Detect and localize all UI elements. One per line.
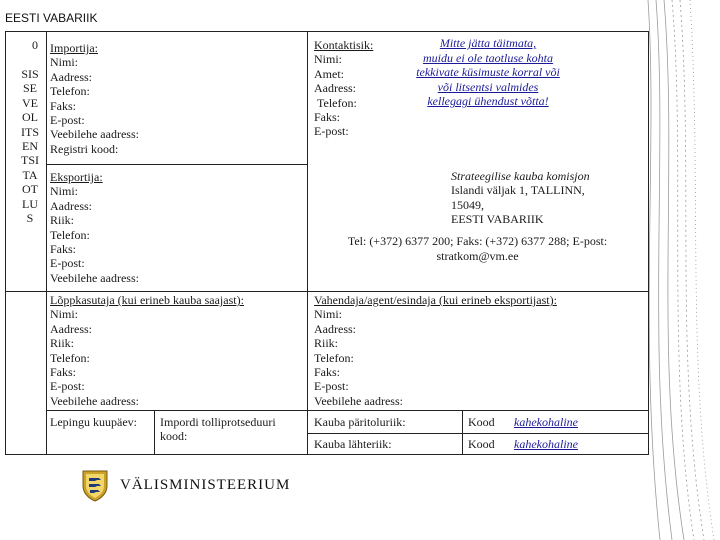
intermediary-heading: Vahendaja/agent/esindaja (kui erineb eksportijast):	[314, 293, 557, 307]
importer-email-field[interactable]: E-post:	[50, 112, 85, 127]
exporter-fax-field[interactable]: Faks:	[50, 241, 77, 256]
divider-row-3	[46, 410, 649, 411]
coat-of-arms-icon	[80, 468, 110, 502]
importer-heading: Importija:	[50, 41, 98, 55]
end-user-address-field[interactable]: Aadress:	[50, 321, 92, 336]
warning-note: Mitte jätta täitmata, muidu ei ole taotluse kohta tekkivate küsimuste korral või või litsentsi valmides kellegagi ühendust võtta!	[416, 36, 560, 109]
importer-phone-field[interactable]: Telefon:	[50, 84, 90, 99]
target-country-hint[interactable]: kahekohaline	[514, 437, 578, 451]
divider-contract	[154, 410, 155, 455]
vertical-title: SIS SE VE OL ITS EN TSI TA OT LU S	[21, 67, 39, 226]
intermediary-website-field[interactable]: Veebilehe aadress:	[314, 393, 403, 408]
importer-regcode-field[interactable]: Registri kood:	[50, 141, 119, 156]
importer-website-field[interactable]: Veebilehe aadress:	[50, 127, 139, 142]
divider-left-column	[46, 31, 47, 291]
exporter-website-field[interactable]: Veebilehe aadress:	[50, 270, 139, 285]
commission-contacts: Tel: (+372) 6377 200; Faks: (+372) 6377 288; E-post: stratkom@vm.ee	[347, 234, 608, 263]
end-user-name-field[interactable]: Nimi:	[50, 307, 79, 322]
intermediary-email-field[interactable]: E-post:	[314, 379, 349, 394]
divider-row-2	[5, 291, 649, 292]
origin-country-hint[interactable]: kahekohaline	[514, 415, 578, 429]
exporter-address-field[interactable]: Aadress:	[50, 198, 92, 213]
target-country-kood: Kood	[468, 437, 495, 451]
end-user-heading: Lõppkasutaja (kui erineb kauba saajast):	[50, 293, 244, 307]
intermediary-address-field[interactable]: Aadress:	[314, 321, 356, 336]
end-user-phone-field[interactable]: Telefon:	[50, 350, 90, 365]
contact-heading: Kontaktisik:	[314, 38, 374, 52]
contact-phone-field[interactable]: Telefon:	[317, 95, 357, 110]
importer-name-field[interactable]: Nimi:	[50, 55, 79, 70]
ministry-logo	[80, 468, 290, 502]
contact-fax-field[interactable]: Faks:	[314, 109, 341, 124]
contact-email-field[interactable]: E-post:	[314, 124, 349, 139]
contract-date-field[interactable]: Lepingu kuupäev:	[50, 415, 137, 429]
divider-importer	[46, 164, 307, 165]
intermediary-fax-field[interactable]: Faks:	[314, 364, 341, 379]
end-user-section	[50, 293, 244, 408]
exporter-email-field[interactable]: E-post:	[50, 256, 85, 271]
end-user-email-field[interactable]: E-post:	[50, 379, 85, 394]
intermediary-name-field[interactable]: Nimi:	[314, 307, 343, 322]
commission-address: Strateegilise kauba komisjon Islandi väljak 1, TALLINN, 15049, EESTI VABARIIK	[451, 169, 590, 227]
exporter-country-field[interactable]: Riik:	[50, 213, 75, 228]
exporter-section	[50, 170, 139, 285]
contact-name-field[interactable]: Nimi:	[314, 52, 343, 67]
commission-name: Strateegilise kauba komisjon	[451, 169, 590, 183]
contact-address-field[interactable]: Aadress:	[314, 81, 356, 96]
intermediary-country-field[interactable]: Riik:	[314, 336, 339, 351]
importer-fax-field[interactable]: Faks:	[50, 98, 77, 113]
target-country-field[interactable]: Kauba lähteriik:	[314, 437, 392, 451]
intermediary-phone-field[interactable]: Telefon:	[314, 350, 354, 365]
importer-section	[50, 41, 139, 156]
intermediary-section	[314, 293, 557, 408]
contact-section	[314, 38, 373, 139]
end-user-country-field[interactable]: Riik:	[50, 336, 75, 351]
exporter-name-field[interactable]: Nimi:	[50, 184, 79, 199]
divider-left-bottom	[46, 291, 47, 455]
ministry-name: VÄLISMINISTEERIUM	[120, 476, 291, 493]
origin-country-field[interactable]: Kauba päritoluriik:	[314, 415, 406, 429]
header-title: EESTI VABARIIK	[5, 11, 98, 25]
origin-country-kood: Kood	[468, 415, 495, 429]
customs-procedure-field[interactable]: Impordi tolliprotseduuri kood:	[160, 415, 276, 444]
end-user-website-field[interactable]: Veebilehe aadress:	[50, 393, 139, 408]
divider-center	[307, 31, 308, 455]
end-user-fax-field[interactable]: Faks:	[50, 364, 77, 379]
exporter-phone-field[interactable]: Telefon:	[50, 227, 90, 242]
contact-title-field[interactable]: Amet:	[314, 66, 344, 81]
form-number: 0	[32, 38, 38, 52]
exporter-heading: Eksportija:	[50, 170, 103, 184]
divider-row-4	[307, 433, 649, 434]
importer-address-field[interactable]: Aadress:	[50, 69, 92, 84]
divider-kood	[462, 410, 463, 455]
